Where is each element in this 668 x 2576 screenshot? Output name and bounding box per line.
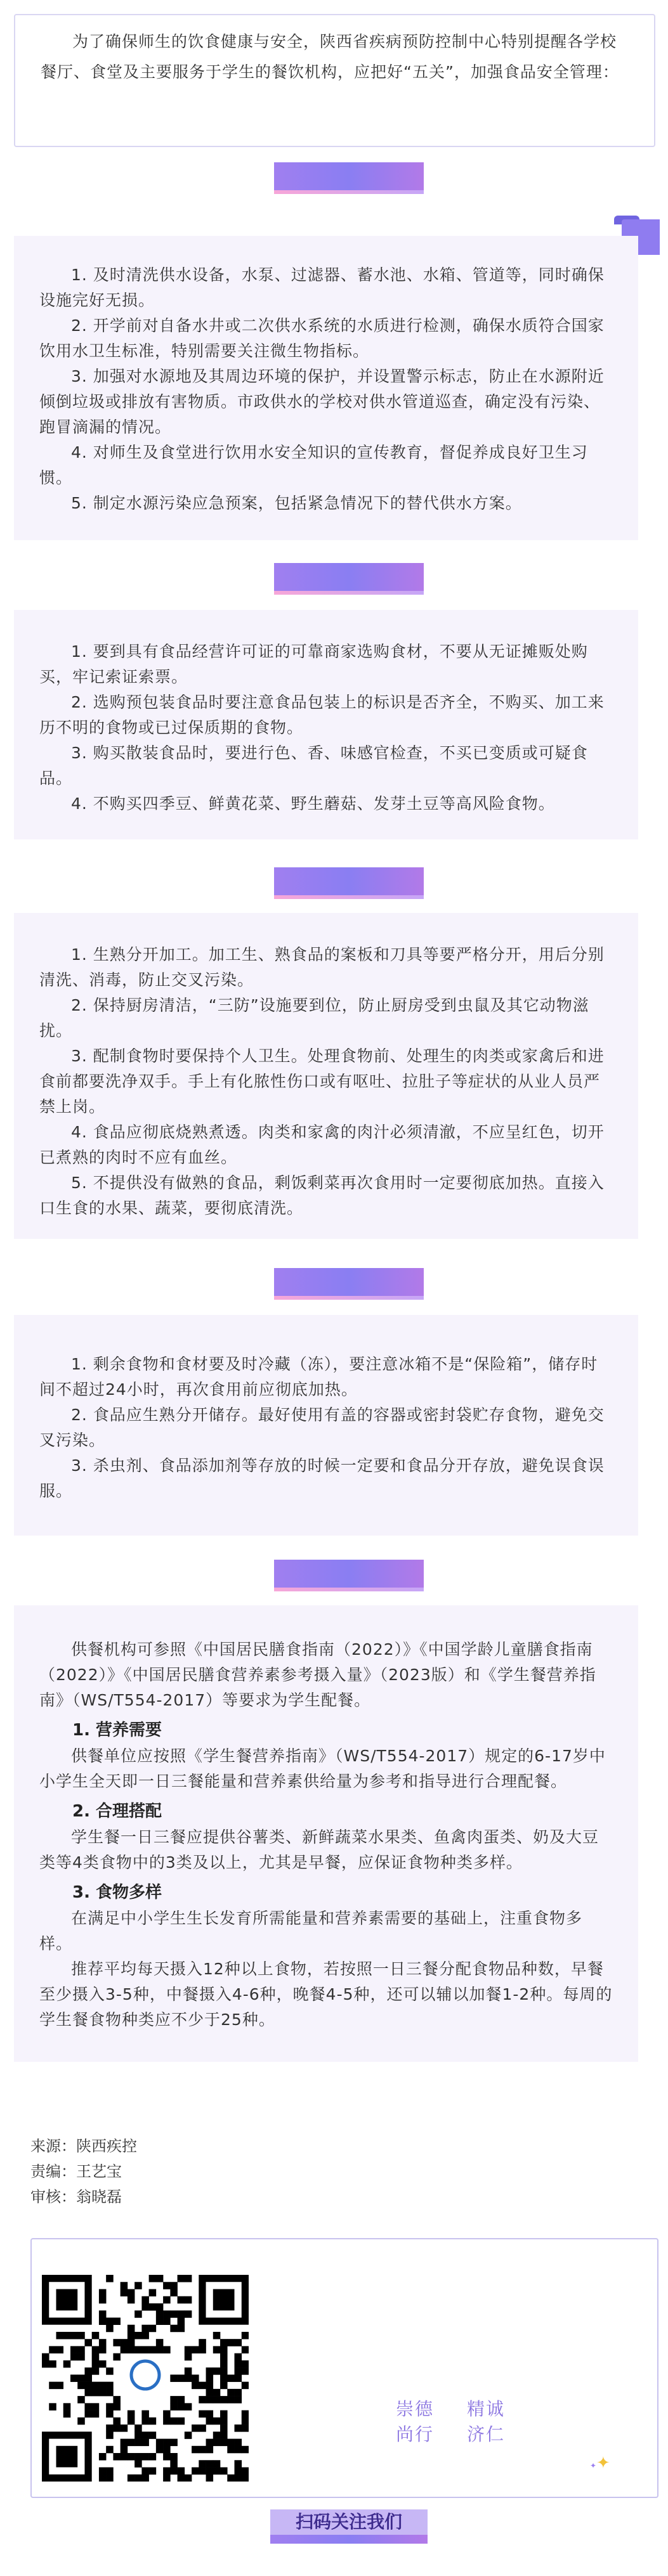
sparkle-icon: ✦ [596, 2454, 610, 2473]
section-card-1 [14, 236, 638, 540]
intro-text: 为了确保师生的饮食健康与安全，陕西省疾病预防控制中心特别提醒各学校餐厅、食堂及主要服务于学生的餐饮机构，应把好“五关”，加强食品安全管理： [41, 32, 619, 81]
credit-reviewer: 审核：翁晓磊 [30, 2188, 122, 2206]
section5-title: 1. 营养需要 [72, 1721, 162, 1740]
section-header-3 [274, 867, 424, 899]
section4-item: 3. 杀虫剂、食品添加剂等存放的时候一定要和食品分开存放，避免误食误服。 [39, 1456, 605, 1500]
credit-source: 来源：陕西疾控 [30, 2137, 137, 2155]
section1-item: 3. 加强对水源地及其周边环境的保护，并设置警示标志，防止在水源附近倾倒垃圾或排放有害物质。市政供水的学校对供水管道巡查，确定没有污染、跑冒滴漏的情况。 [39, 367, 605, 436]
motto-word: 尚行 [396, 2424, 435, 2445]
section5-title: 2. 合理搭配 [72, 1802, 162, 1821]
section1-item: 2. 开学前对自备水井或二次供水系统的水质进行检测，确保水质符合国家饮用水卫生标准，特别需要关注微生物指标。 [39, 316, 605, 360]
credit-editor: 责编：王艺宝 [30, 2163, 122, 2180]
motto [396, 2397, 538, 2447]
credits [30, 2133, 137, 2210]
sparkle-small-icon: ✦ [590, 2461, 597, 2470]
qr-card [30, 2238, 658, 2498]
follow-us-label: 扫码关注我们 [270, 2509, 428, 2535]
section5-para: 在满足中小学生生长发育所需能量和营养素需要的基础上，注重食物多样。 [39, 1909, 583, 1953]
section2-item: 4. 不购买四季豆、鲜黄花菜、野生蘑菇、发芽土豆等高风险食物。 [71, 794, 555, 813]
section-header-4 [274, 1268, 424, 1300]
section3-item: 5. 不提供没有做熟的食品，剩饭剩菜再次食用时一定要彻底加热。直接入口生食的水果、蔬菜，要彻底清洗。 [39, 1174, 605, 1217]
section5-para: 推荐平均每天摄入12种以上食物，若按照一日三餐分配食物品种数，早餐至少摄入3-5种，中餐摄入4-6种，晚餐4-5种，还可以辅以加餐1-2种。每周的学生餐食物种类应不少于25种。 [39, 1960, 613, 2029]
section-card-5 [14, 1605, 638, 2062]
section-header-2 [274, 563, 424, 595]
section-card-2 [14, 610, 638, 839]
section5-para: 学生餐一日三餐应提供谷薯类、新鲜蔬菜水果类、鱼禽肉蛋类、奶及大豆类等4类食物中的3类及以上，尤其是早餐，应保证食物种类多样。 [39, 1828, 599, 1872]
section3-item: 3. 配制食物时要保持个人卫生。处理食物前、处理生的肉类或家禽后和进食前都要洗净双手。手上有化脓性伤口或有呕吐、拉肚子等症状的从业人员严禁上岗。 [39, 1047, 605, 1116]
section-header-5 [274, 1560, 424, 1591]
section2-item: 1. 要到具有食品经营许可证的可靠商家选购食材，不要从无证摊贩处购买，牢记索证索票。 [39, 642, 588, 686]
intro-box [14, 14, 655, 147]
section3-item: 1. 生熟分开加工。加工生、熟食品的案板和刀具等要严格分开，用后分别清洗、消毒，防止交叉污染。 [39, 945, 605, 989]
motto-word: 精诚 [467, 2398, 506, 2419]
qr-code[interactable] [42, 2275, 249, 2482]
section1-item: 5. 制定水源污染应急预案，包括紧急情况下的替代供水方案。 [71, 494, 522, 512]
section3-item: 4. 食品应彻底烧熟煮透。肉类和家禽的肉汁必须清澈，不应呈红色，切开已煮熟的肉时不应有血丝。 [39, 1123, 605, 1167]
section4-item: 1. 剩余食物和食材要及时冷藏（冻），要注意冰箱不是“保险箱”，储存时间不超过24小时，再次食用前应彻底加热。 [39, 1355, 598, 1399]
section5-title: 3. 食物多样 [72, 1883, 162, 1902]
follow-underline [270, 2535, 428, 2544]
section-card-3 [14, 913, 638, 1239]
section5-para: 供餐单位应按照《学生餐营养指南》（WS/T554-2017）规定的6-17岁中小学生全天即一日三餐能量和营养素供给量为参考和指导进行合理配餐。 [39, 1747, 606, 1790]
section4-item: 2. 食品应生熟分开储存。最好使用有盖的容器或密封袋贮存食物，避免交叉污染。 [39, 1406, 605, 1449]
section2-item: 2. 选购预包装食品时要注意食品包装上的标识是否齐全，不购买、加工来历不明的食物或已过保质期的食物。 [39, 693, 605, 737]
motto-word: 济仁 [467, 2424, 506, 2445]
section-card-4 [14, 1315, 638, 1536]
motto-word: 崇德 [396, 2398, 435, 2419]
section5-intro: 供餐机构可参照《中国居民膳食指南（2022）》《中国学龄儿童膳食指南（2022）》《中国居民膳食营养素参考摄入量》（2023版）和《学生餐营养指南》（WS/T554-2017）等要求为学生配餐。 [39, 1640, 596, 1709]
section-header-1 [274, 162, 424, 194]
section2-item: 3. 购买散装食品时，要进行色、香、味感官检查，不买已变质或可疑食品。 [39, 744, 588, 787]
section1-item: 4. 对师生及食堂进行饮用水安全知识的宣传教育，督促养成良好卫生习惯。 [39, 443, 588, 487]
section3-item: 2. 保持厨房清洁，“三防”设施要到位，防止厨房受到虫鼠及其它动物滋扰。 [39, 996, 589, 1040]
section1-item: 1. 及时清洗供水设备，水泵、过滤器、蓄水池、水箱、管道等，同时确保设施完好无损。 [39, 266, 605, 309]
